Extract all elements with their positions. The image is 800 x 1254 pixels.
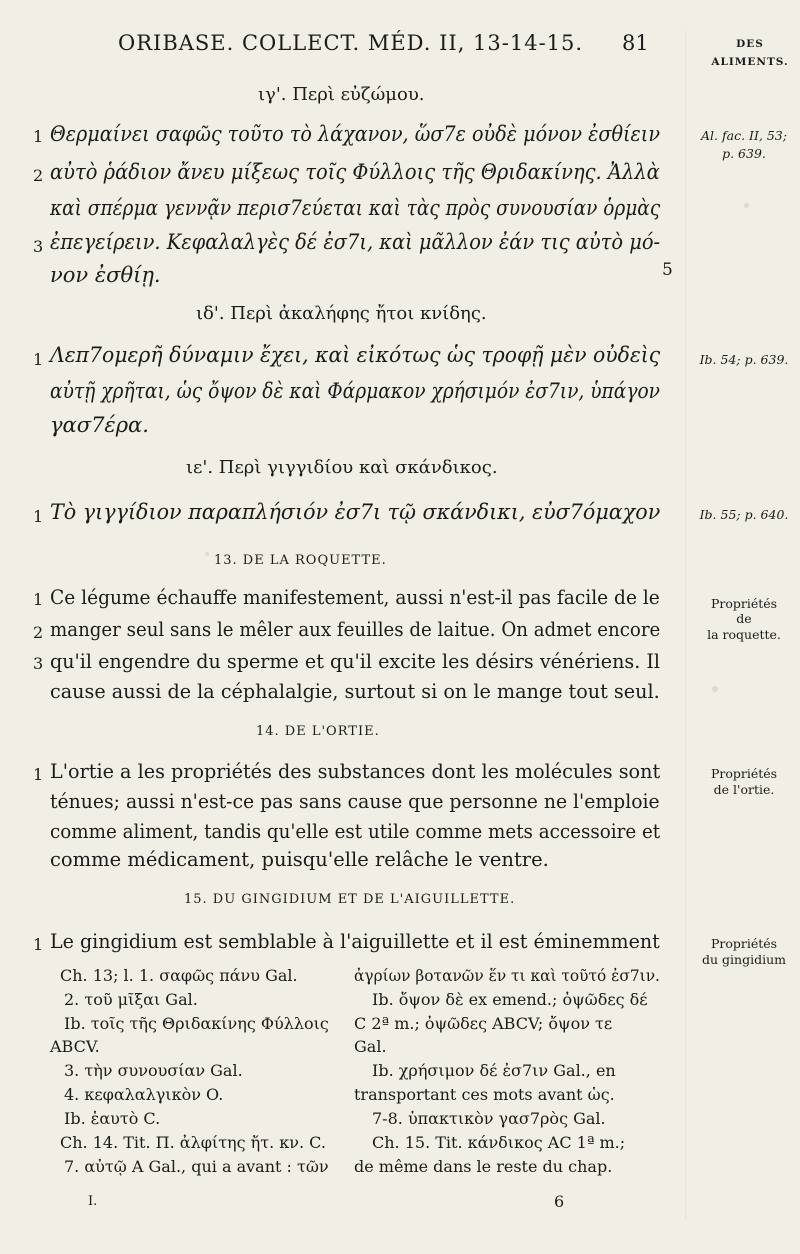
french-text-line: Le gingidium est semblable à l'aiguillette et il est éminemment <box>50 930 660 953</box>
french-text-line: qu'il engendre du sperme et qu'il excite les désirs vénériens. Il <box>50 650 661 673</box>
greek-text-line: καὶ σπέρμα γεννᾷν περισ7εύεται καὶ τὰς πρὸς συνουσίαν ὁρμὰς <box>50 196 661 220</box>
footnote-right: transportant ces mots avant ὡς. <box>354 1085 615 1104</box>
margin-reference: p. 639. <box>722 146 766 161</box>
line-number: 3 <box>33 654 44 673</box>
french-text-line: ténues; aussi n'est-ce pas sans cause que personne ne l'emploie <box>50 790 660 813</box>
line-number: 3 <box>33 237 44 256</box>
footnote-right: 7-8. ὑπακτικὸν γασ7ρὸς Gal. <box>372 1109 606 1128</box>
line-number: 1 <box>33 935 44 954</box>
french-text-line: cause aussi de la céphalalgie, surtout si on le mange tout seul. <box>50 680 660 703</box>
french-section-13-title: 13. DE LA ROQUETTE. <box>214 553 387 568</box>
line-number: 1 <box>33 590 44 609</box>
footnote-left: 4. κεφαλαλγικὸν O. <box>64 1085 224 1104</box>
footnote-right: C 2ª m.; ὀψῶδες ABCV; ὄψον τε <box>354 1014 613 1033</box>
margin-heading: Propriétés <box>710 766 778 781</box>
margin-heading: Propriétés <box>710 596 778 611</box>
footnote-left: Ch. 13; l. 1. σαφῶς πάνυ Gal. <box>60 966 298 985</box>
margin-reference: Ib. 55; p. 640. <box>699 507 789 522</box>
footnote-left: ABCV. <box>50 1037 100 1056</box>
french-text-line: comme aliment, tandis qu'elle est utile comme mets accessoire et <box>50 820 661 843</box>
french-text-line: manger seul sans le mêler aux feuilles de laitue. On admet encore <box>50 618 661 641</box>
line-number: 1 <box>33 127 44 146</box>
margin-heading: de <box>736 611 752 626</box>
margin-reference: Al. fac. II, 53; <box>701 128 787 143</box>
footnote-right: Ch. 15. Tit. κάνδικος AC 1ª m.; <box>372 1133 626 1152</box>
footnote-left: 3. τὴν συνουσίαν Gal. <box>64 1061 243 1080</box>
greek-section-14-title: ιδ'. Περὶ ἀκαλήφης ἤτοι κνίδης. <box>196 303 487 324</box>
margin-line-number: 5 <box>662 260 673 280</box>
running-head-line-1: DES <box>736 38 764 50</box>
footnote-left: Ib. τοῖς τῆς Θριδακίνης Φύλλοις <box>64 1014 329 1033</box>
footnote-right: Ib. χρήσιμον δέ ἐσ7ιν Gal., en <box>372 1061 616 1080</box>
greek-section-13-title: ιγ'. Περὶ εὐζώμου. <box>258 84 425 105</box>
line-number: 1 <box>33 765 44 784</box>
page-header-title: ORIBASE. COLLECT. MÉD. II, 13-14-15. <box>118 31 584 55</box>
signature-mark: I. <box>88 1194 98 1209</box>
french-text-line: Ce légume échauffe manifestement, aussi n'est-il pas facile de le <box>50 586 660 609</box>
greek-section-15-title: ιε'. Περὶ γιγγιδίου καὶ σκάνδικος. <box>186 457 498 478</box>
column-rule <box>685 30 686 1220</box>
line-number: 1 <box>33 350 44 369</box>
running-head-line-2: ALIMENTS. <box>711 56 789 68</box>
greek-text-line: Θερμαίνει σαφῶς τοῦτο τὸ λάχανον, ὥσ7ε οὐδὲ μόνον ἐσθίειν <box>50 122 660 146</box>
line-number: 1 <box>33 507 44 526</box>
line-number: 2 <box>33 623 44 642</box>
greek-text-line: αὐτὸ ῥάδιον ἄνευ μίξεως τοῖς Φύλλοις τῆς Θριδακίνης. Ἀλλὰ <box>50 160 660 184</box>
footnote-right: de même dans le reste du chap. <box>354 1157 613 1176</box>
footnote-right: Ib. ὄψον δὲ ex emend.; ὀψῶδες δέ <box>372 990 648 1009</box>
footnote-right: Gal. <box>354 1037 387 1056</box>
footnote-right: ἀγρίων βοτανῶν ἕν τι καὶ τοῦτό ἐσ7ιν. <box>354 966 660 985</box>
paper-speck <box>712 686 718 692</box>
line-number: 2 <box>33 166 44 185</box>
page-number: 81 <box>622 31 649 55</box>
greek-text-line: γασ7έρα. <box>50 413 149 437</box>
signature-number: 6 <box>554 1192 565 1211</box>
greek-text-line: νον ἐσθίῃ. <box>50 263 161 287</box>
paper-speck <box>744 203 749 208</box>
margin-reference: Ib. 54; p. 639. <box>699 352 789 367</box>
french-text-line: L'ortie a les propriétés des substances dont les molécules sont <box>50 760 661 783</box>
footnote-left: 7. αὐτῷ A Gal., qui a avant : τῶν <box>64 1157 329 1176</box>
footnote-left: 2. τοῦ μῖξαι Gal. <box>64 990 198 1009</box>
margin-heading: de l'ortie. <box>713 782 775 797</box>
french-text-line: comme médicament, puisqu'elle relâche le ventre. <box>50 848 549 871</box>
margin-heading: Propriétés <box>710 936 778 951</box>
footnote-left: Ib. ἑαυτὸ C. <box>64 1109 161 1128</box>
paper-speck <box>205 552 209 556</box>
french-section-14-title: 14. DE L'ORTIE. <box>256 724 380 739</box>
greek-text-line: αὐτῇ χρῆται, ὡς ὄψον δὲ καὶ Φάρμακον χρήσιμόν ἐσ7ιν, ὑπάγον <box>50 379 660 403</box>
french-section-15-title: 15. DU GINGIDIUM ET DE L'AIGUILLETTE. <box>184 892 516 907</box>
greek-text-line: Λεπ7ομερῆ δύναμιν ἔχει, καὶ εἰκότως ὡς τροφῇ μὲν οὐδεὶς <box>50 343 661 367</box>
margin-heading: du gingidium <box>702 952 786 967</box>
greek-text-line: Τὸ γιγγίδιον παραπλήσιόν ἐσ7ι τῷ σκάνδικι, εὐσ7όμαχον <box>50 500 661 524</box>
footnote-left: Ch. 14. Tit. Π. ἀλφίτης ἤτ. κν. C. <box>60 1133 326 1152</box>
margin-heading: la roquette. <box>707 627 781 642</box>
greek-text-line: ἐπεγείρειν. Κεφαλαλγὲς δέ ἐσ7ι, καὶ μᾶλλον ἐάν τις αὐτὸ μό- <box>50 230 661 254</box>
